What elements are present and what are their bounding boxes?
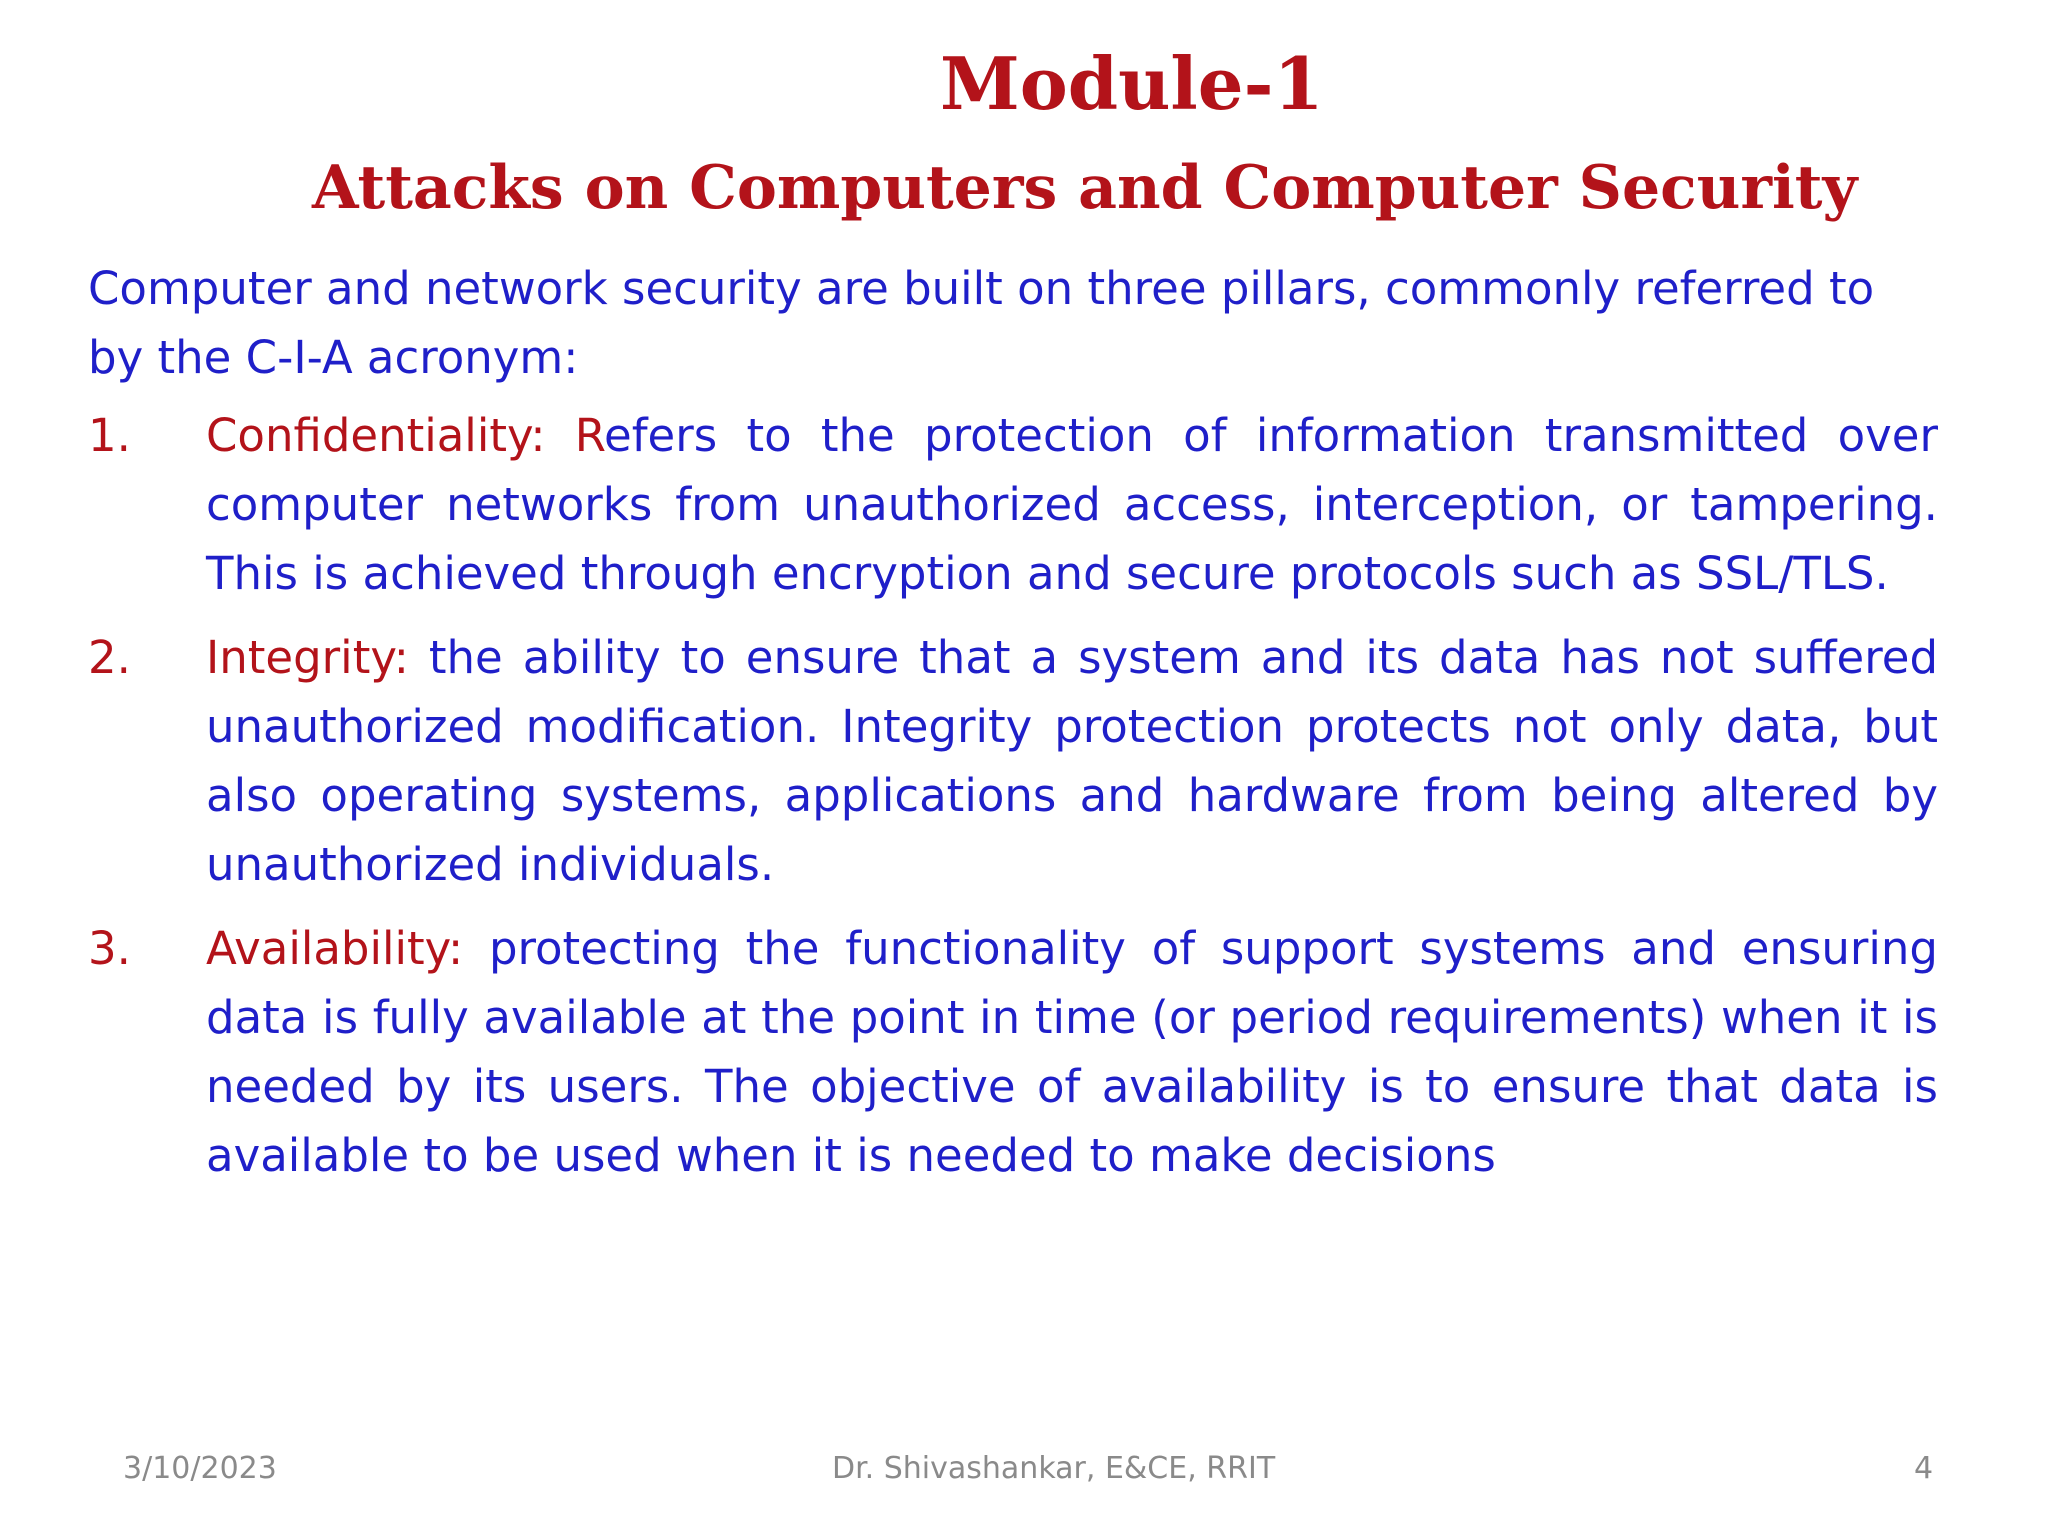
list-item-lead-letter: R [574,409,605,462]
list-item-text: efers to the protection of information transmitted over computer networks from unauthorized access, interception, or tampering. This is achieved through encryption and secure protocols such as SSL/TLS. [206,409,1938,600]
intro-paragraph: Computer and network security are built on three pillars, commonly referred to by the C-I-A acronym: [88,262,1875,384]
list-item-term: Confidentiality: [206,409,575,462]
list-item-number: 3. [88,922,131,975]
list-item-text: the ability to ensure that a system and its data has not suffered unauthorized modification. Integrity protection protects not only data, but also operating systems, applications and hardware from being altered by unauthorized individuals. [206,631,1939,891]
slide-title: Module-1 [940,41,1324,126]
list-item-term: Availability: [206,922,489,975]
slide-subtitle: Attacks on Computers and Computer Security [312,153,1858,223]
list-item-text: protecting the functionality of support systems and ensuring data is fully available at the point in time (or period requirements) when it is needed by its users. The objective of availability is to ensure that data is available to be used when it is needed to make decisions [206,922,1938,1182]
footer-author: Dr. Shivashankar, E&CE, RRIT [832,1451,1276,1486]
list-item-availability [88,914,1938,1190]
footer-date: 3/10/2023 [123,1451,277,1486]
slide-body [88,254,1938,1205]
list-item-number: 1. [88,409,131,462]
list-item-term: Integrity: [206,631,429,684]
list-item-confidentiality [88,401,1938,608]
list-item-number: 2. [88,631,131,684]
footer-page-number: 4 [1914,1451,1934,1486]
slide-left-margin [0,0,80,1536]
list-item-integrity [88,623,1938,899]
